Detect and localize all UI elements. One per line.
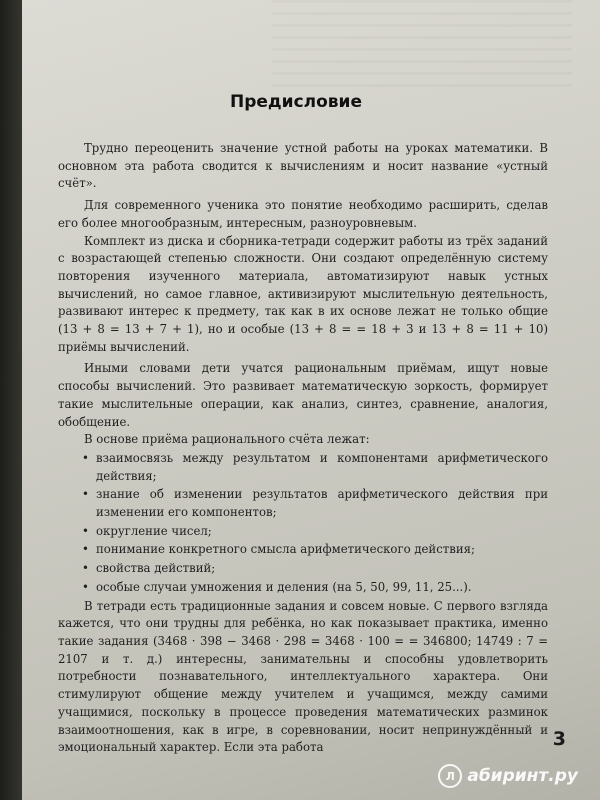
labirint-logo-icon: Л xyxy=(438,764,462,788)
labirint-watermark xyxy=(438,764,578,788)
list-item: • округление чисел; xyxy=(58,523,548,541)
paragraph-1: Трудно переоценить значение устной работы на уроках математики. В основном эта работа сводится к вычислениям и носит название «устный счёт». xyxy=(58,141,548,191)
paragraph-6: В тетради есть традиционные задания и совсем новые. С первого взгляда кажется, что они трудны для ребёнка, но как показывает практика, именно такие задания (3468 · 398 − 3468 · 298 = 3468 · 100 = = 346800; 14749 : 7 = 2107 и т. д.) интересны, занимательны и способны удовлетворить потребности познавательного, интеллектуального характера. Они стимулируют общение между учителем и учащимся, между самими учащимися, поскольку в процессе проведения математических разминок взаимоотношения, как в игре, в соревновании, носит непринуждённый и эмоциональный характер. Если эта работа xyxy=(58,598,548,755)
bullet-icon: • xyxy=(82,487,89,502)
paragraph-5: В основе приёма рационального счёта лежат: xyxy=(84,432,370,447)
paragraph-2: Для современного ученика это понятие необходимо расширить, сделав его более многообразным, интересным, разноуровневым. xyxy=(58,198,548,230)
bullet-icon: • xyxy=(82,523,89,538)
list-item: • особые случаи умножения и деления (на 5, 50, 99, 11, 25...). xyxy=(58,579,548,597)
bullet-icon: • xyxy=(82,579,89,594)
watermark-text: абиринт.ру xyxy=(467,766,578,786)
bullet-list xyxy=(58,450,548,597)
paragraph-3: Комплект из диска и сборника-тетради содержит работы из трёх заданий с возрастающей степенью сложности. Они создают определённую систему повторения изученного материала, автоматизируют навык устных вычислений, но самое главное, активизируют мыслительную деятельность, развивают интерес к предмету, так как в их основе лежат не только общие (13 + 8 = 13 + 7 + 1), но и особые (13 + 8 = = 18 + 3 и 13 + 8 = 11 + 10) приёмы вычислений. xyxy=(58,233,548,354)
page-number: 3 xyxy=(552,728,566,750)
list-item: • взаимосвязь между результатом и компонентами арифметического действия; xyxy=(82,450,548,483)
bullet-icon: • xyxy=(82,542,89,557)
list-item: • знание об изменении результатов арифметического действия при изменении его компонентов; xyxy=(82,487,548,520)
book-page xyxy=(22,0,600,800)
show-through-text xyxy=(272,0,572,90)
page-title: Предисловие xyxy=(230,92,362,112)
bullet-icon: • xyxy=(82,450,89,465)
paragraph-4: Иными словами дети учатся рациональным приёмам, ищут новые способы вычислений. Это развивает математическую зоркость, формирует такие мыслительные операции, как анализ, синтез, сравнение, аналогия, обобщение. xyxy=(58,361,548,429)
preface-text xyxy=(58,140,548,757)
list-item: • свойства действий; xyxy=(58,560,548,578)
list-item: • понимание конкретного смысла арифметического действия; xyxy=(58,541,548,559)
bullet-icon: • xyxy=(82,561,89,576)
